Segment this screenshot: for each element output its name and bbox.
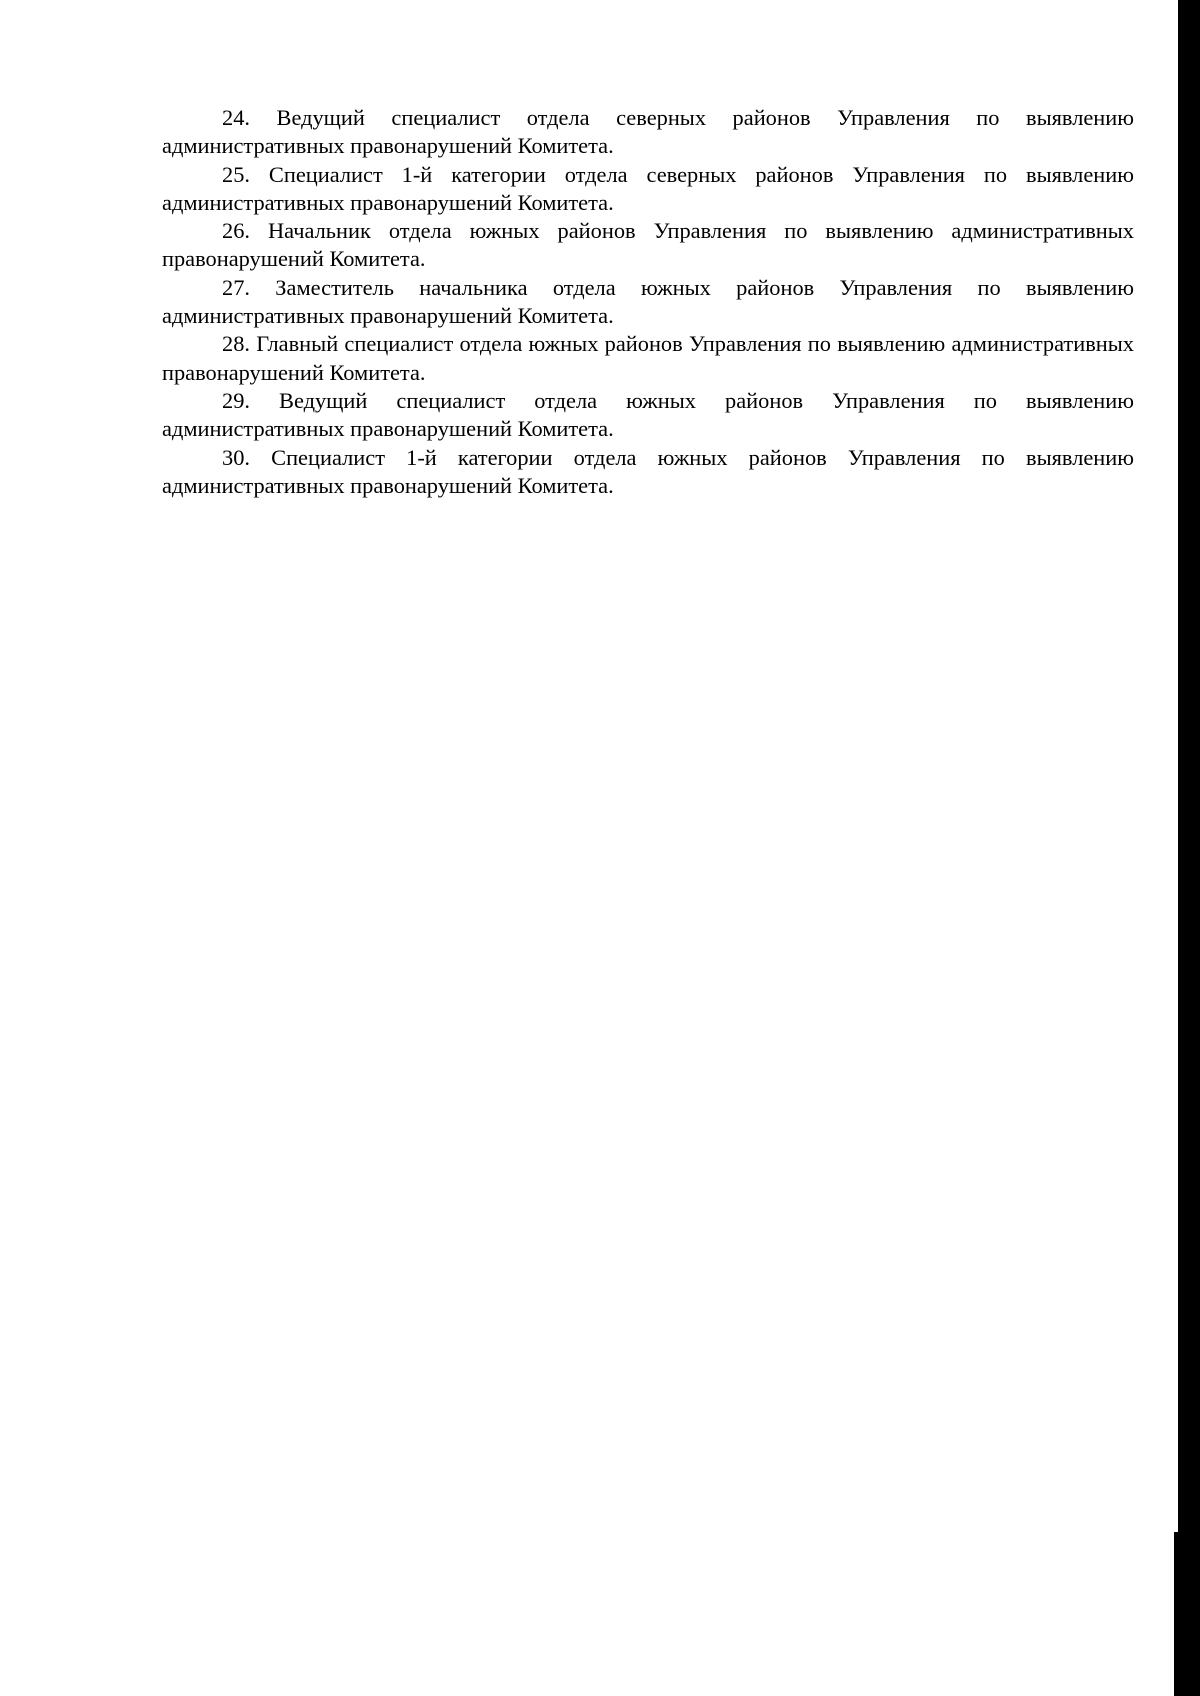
list-item-29: 29. Ведущий специалист отдела южных районов Управления по выявлению административных правонарушений Комитета. <box>162 387 1134 442</box>
list-item-30: 30. Специалист 1-й категории отдела южных районов Управления по выявлению административных правонарушений Комитета. <box>162 444 1134 498</box>
list-item-26: 26. Начальник отдела южных районов Управления по выявлению административных правонарушений Комитета. <box>162 218 1134 272</box>
scan-edge-border-lower <box>1174 1532 1200 1696</box>
position-list <box>162 104 1134 500</box>
scan-edge-border <box>1178 0 1200 1532</box>
list-item-28: 28. Главный специалист отдела южных районов Управления по выявлению административных правонарушений Комитета. <box>162 331 1134 385</box>
list-item-24: 24. Ведущий специалист отдела северных районов Управления по выявлению административных правонарушений Комитета. <box>162 105 1134 159</box>
list-item-25: 25. Специалист 1-й категории отдела северных районов Управления по выявлению административных правонарушений Комитета. <box>162 161 1134 215</box>
list-item-27: 27. Заместитель начальника отдела южных районов Управления по выявлению административных правонарушений Комитета. <box>162 274 1134 329</box>
